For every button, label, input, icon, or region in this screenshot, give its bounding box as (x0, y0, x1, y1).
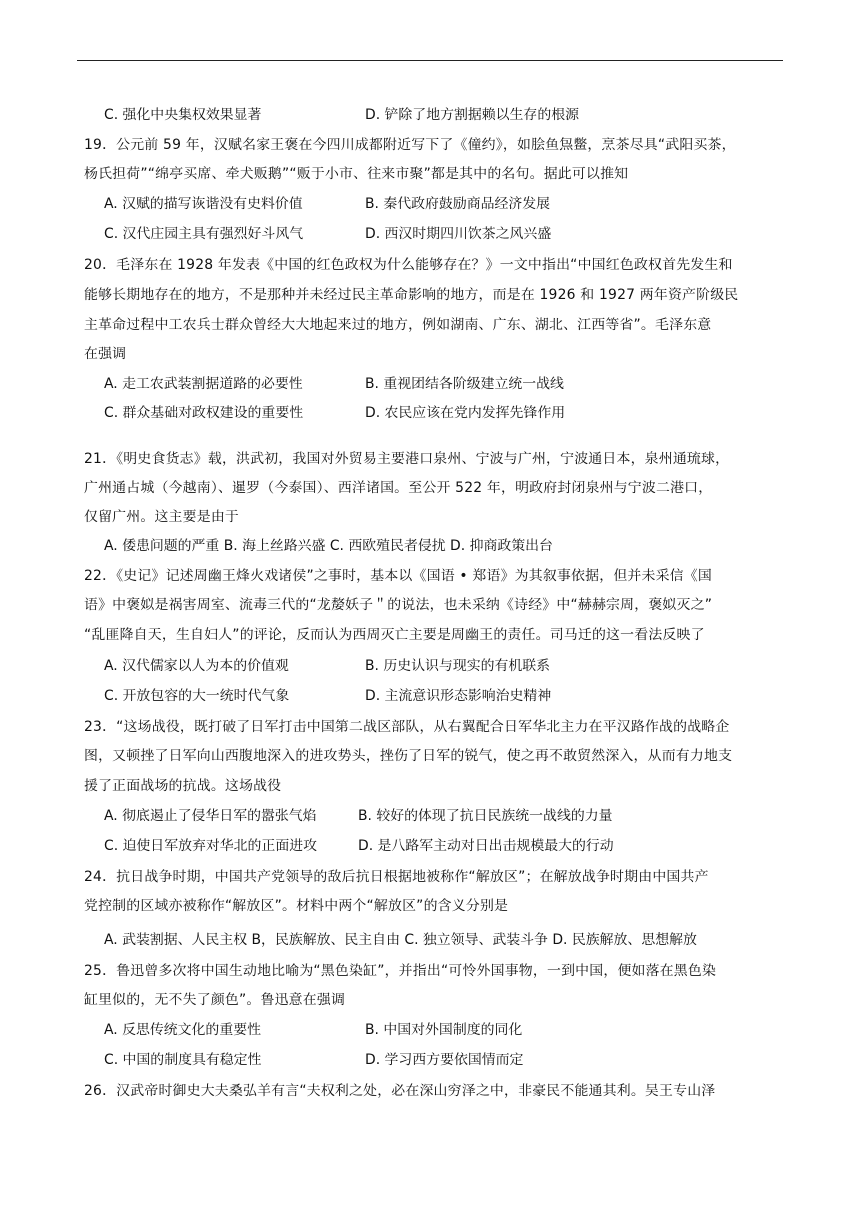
q23-option-c: C. 迫使日军放弃对华北的正面进攻 (104, 838, 318, 854)
q22-stem-line-1: 22．《史记》记述周幽王烽火戏诸侯”之事时，基本以《国语 • 郑语》为其叙事依据，但并未采信《国 (84, 568, 712, 584)
q20-option-a: A. 走工农武装割据道路的必要性 (104, 376, 303, 392)
q21-stem-line-2: 广州通占城（今越南）、暹罗（今泰国）、西洋诸国。至公开 522 年，明政府封闭泉州与宁波二港口， (84, 480, 713, 496)
q18-option-c: C. 强化中央集权效果显著 (104, 107, 262, 123)
q23-stem-line-1: 23．“这场战役，既打破了日军打击中国第二战区部队，从右翼配合日军华北主力在平汉路作战的战略企 (84, 719, 730, 735)
q19-option-c: C. 汉代庄园主具有强烈好斗风气 (104, 226, 304, 242)
q20-stem-line-2: 能够长期地存在的地方，不是那种并未经过民主革命影响的地方，而是在 1926 和 1927 两年资产阶级民 (84, 287, 739, 303)
q26-stem-line-1: 26．汉武帝时御史大夫桑弘羊有言“夫权利之处，必在深山穷泽之中，非豪民不能通其利。吴王专山泽 (84, 1083, 716, 1099)
q22-stem-line-2: 语》中褒姒是祸害周室、流毒三代的“龙嫠妖子＂的说法，也未采纳《诗经》中“赫赫宗周，褒姒灭之” (84, 597, 713, 613)
q23-stem-line-3: 援了正面战场的抗战。这场战役 (84, 778, 282, 794)
header-rule (77, 60, 783, 61)
q22-stem-line-3: “乱匪降自天，生自妇人”的评论，反而认为西周灭亡主要是周幽王的责任。司马迁的这一看法反映了 (84, 627, 705, 643)
q20-stem-line-1: 20．毛泽东在 1928 年发表《中国的红色政权为什么能够存在？》一文中指出“中国红色政权首先发生和 (84, 257, 733, 273)
q22-option-b: B. 历史认识与现实的有机联系 (365, 658, 551, 674)
q20-stem-line-3: 主革命过程中工农兵士群众曾经大大地起来过的地方，例如湖南、广东、湖北、江西等省”。毛泽东意 (84, 317, 712, 333)
q25-option-c: C. 中国的制度具有稳定性 (104, 1052, 262, 1068)
q24-stem-line-1: 24．抗日战争时期，中国共产党领导的敌后抗日根据地被称作“解放区”；在解放战争时期由中国共产 (84, 869, 709, 885)
q19-option-d: D. 西汉时期四川饮茶之风兴盛 (365, 226, 552, 242)
q20-option-b: B. 重视团结各阶级建立统一战线 (365, 376, 564, 392)
q23-stem-line-2: 图，又顿挫了日军向山西腹地深入的进攻势头，挫伤了日军的锐气，使之再不敢贸然深入，从而有力地支 (84, 748, 733, 764)
q19-option-a: A. 汉赋的描写诙谐没有史料价值 (104, 196, 303, 212)
q22-option-d: D. 主流意识形态影响治史精神 (365, 688, 552, 704)
q19-stem-line-2: 杨氏担荷”“绵亭买席、牵犬贩鹅”“贩于小市、往来市聚”都是其中的名句。据此可以推知 (84, 166, 629, 182)
q25-stem-line-2: 缸里似的，无不失了颜色”。鲁迅意在强调 (84, 992, 346, 1008)
q24-options: A. 武装割据、人民主权 B，民族解放、民主自由 C. 独立领导、武装斗争 D. 民族解放、思想解放 (104, 932, 697, 948)
q19-stem-line-1: 19．公元前 59 年，汉赋名家王褒在今四川成都附近写下了《僮约》，如脍鱼炰鳖，烹茶尽具“武阳买茶， (84, 137, 736, 153)
q24-stem-line-2: 党控制的区域亦被称作“解放区”。材料中两个“解放区”的含义分别是 (84, 898, 509, 914)
q21-stem-line-1: 21．《明史食货志》载，洪武初，我国对外贸易主要港口泉州、宁波与广州，宁波通日本，泉州通琉球， (84, 451, 730, 467)
q23-option-a: A. 彻底遏止了侵华日军的嚣张气焰 (104, 808, 317, 824)
q25-option-d: D. 学习西方要依国情而定 (365, 1052, 524, 1068)
q18-option-d: D. 铲除了地方割据赖以生存的根源 (365, 107, 579, 123)
q21-stem-line-3: 仅留广州。这主要是由于 (84, 509, 239, 525)
q21-options: A. 倭患问题的严重 B. 海上丝路兴盛 C. 西欧殖民者侵扰 D. 抑商政策出台 (104, 538, 553, 554)
q20-stem-line-4: 在强调 (84, 346, 127, 362)
q22-option-c: C. 开放包容的大一统时代气象 (104, 688, 290, 704)
q20-option-d: D. 农民应该在党内发挥先锋作用 (365, 405, 566, 421)
q20-option-c: C. 群众基础对政权建设的重要性 (104, 405, 304, 421)
q25-option-a: A. 反思传统文化的重要性 (104, 1022, 261, 1038)
q22-option-a: A. 汉代儒家以人为本的价值观 (104, 658, 289, 674)
q23-option-d: D. 是八路军主动对日出击规模最大的行动 (358, 838, 614, 854)
q25-stem-line-1: 25．鲁迅曾多次将中国生动地比喻为“黑色染缸”，并指出“可怜外国事物，一到中国，便如落在黑色染 (84, 963, 717, 979)
q19-option-b: B. 秦代政府鼓励商品经济发展 (365, 196, 551, 212)
q23-option-b: B. 较好的体现了抗日民族统一战线的力量 (358, 808, 613, 824)
q25-option-b: B. 中国对外国制度的同化 (365, 1022, 523, 1038)
